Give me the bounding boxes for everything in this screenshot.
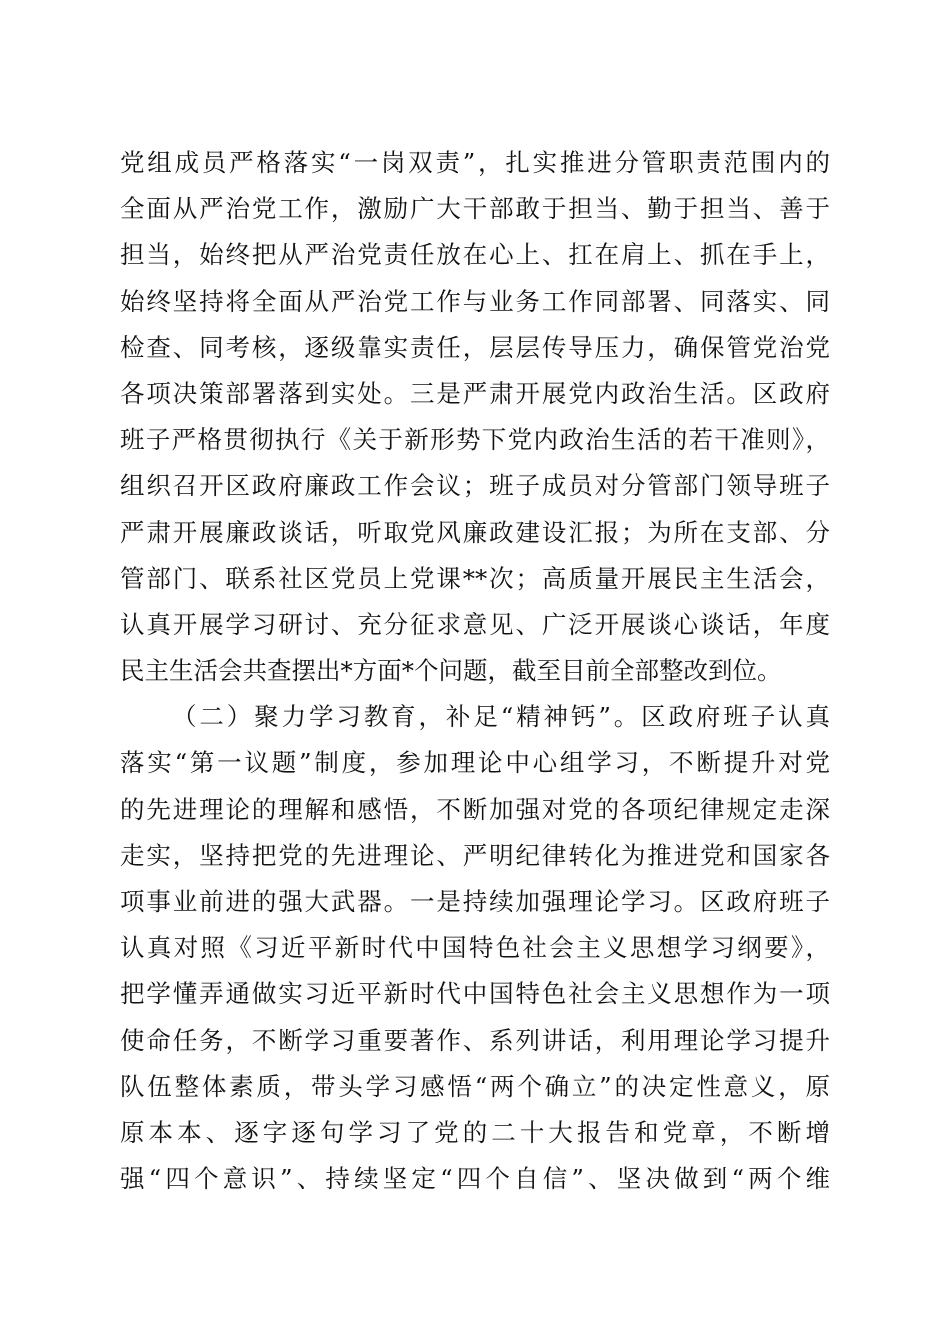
text-line: 党组成员严格落实“一岗双责”，扎实推进分管职责范围内的 — [120, 148, 830, 177]
text-line: 项事业前进的强大武器。一是持续加强理论学习。区政府班子 — [120, 887, 830, 916]
text-line: 严肃开展廉政谈话，听取党风廉政建设汇报；为所在支部、分 — [120, 517, 830, 547]
text-line: 检查、同考核，逐级靠实责任，层层传导压力，确保管党治党 — [120, 332, 830, 362]
text-line: 组织召开区政府廉政工作会议；班子成员对分管部门领导班子 — [120, 471, 830, 501]
text-line: 各项决策部署落到实处。三是严肃开展党内政治生活。区政府 — [120, 378, 830, 408]
text-line: 民主生活会共查摆出*方面*个问题，截至目前全部整改到位。 — [120, 656, 782, 686]
text-line: 认真开展学习研讨、充分征求意见、广泛开展谈心谈话，年度 — [120, 609, 830, 639]
text-line: 的先进理论的理解和感悟，不断加强对党的各项纪律规定走深 — [120, 794, 830, 824]
text-line: 认真对照《习近平新时代中国特色社会主义思想学习纲要》， — [120, 933, 830, 963]
text-line: 始终坚持将全面从严治党工作与业务工作同部署、同落实、同 — [120, 286, 830, 316]
text-line: 班子严格贯彻执行《关于新形势下党内政治生活的若干准则》， — [120, 425, 830, 455]
text-line: 管部门、联系社区党员上党课**次；高质量开展民主生活会， — [120, 563, 830, 593]
text-line: 走实，坚持把党的先进理论、严明纪律转化为推进党和国家各 — [120, 840, 830, 870]
text-line: 担当，始终把从严治党责任放在心上、扛在肩上、抓在手上， — [120, 240, 830, 270]
body-text — [120, 140, 830, 1202]
text-line: 使命任务，不断学习重要著作、系列讲话，利用理论学习提升 — [120, 1025, 830, 1055]
text-line: 全面从严治党工作，激励广大干部敢于担当、勤于担当、善于 — [120, 194, 830, 224]
text-line: 强“四个意识”、持续坚定“四个自信”、坚决做到“两个维 — [120, 1164, 830, 1194]
section-heading-line: （二）聚力学习教育，补足“精神钙”。区政府班子认真 — [172, 702, 830, 732]
text-line: 落实“第一议题”制度，参加理论中心组学习，不断提升对党 — [120, 748, 830, 778]
text-line: 把学懂弄通做实习近平新时代中国特色社会主义思想作为一项 — [120, 979, 830, 1009]
text-line: 队伍整体素质，带头学习感悟“两个确立”的决定性意义，原 — [120, 1071, 830, 1101]
text-line: 原本本、逐字逐句学习了党的二十大报告和党章，不断增 — [120, 1117, 830, 1147]
